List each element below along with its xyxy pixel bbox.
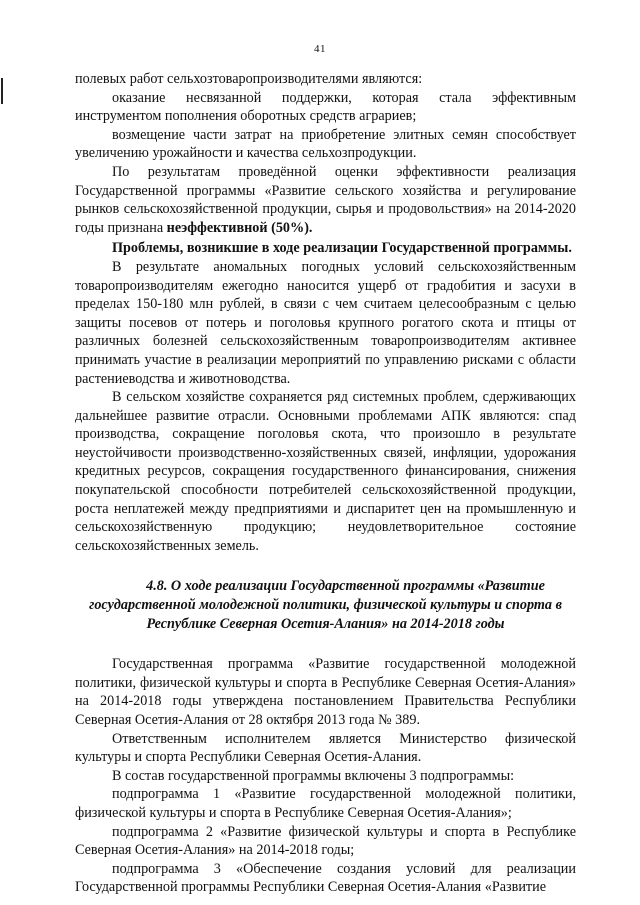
- subprogram-1: подпрограмма 1 «Развитие государственной молодежной политики, физической культуры и спорта в Республике Северная Осетия-Алания»;: [75, 786, 576, 821]
- evaluation-text: По результатам проведённой оценки эффективности реализация Государственной программы «Развитие сельского хозяйства и регулирование рынков сельскохозяйственной продукции, сырья и продовольствия» на 2014-2020 годы признана: [75, 163, 576, 236]
- paragraph-support: оказание несвязанной поддержки, которая стала эффективным инструментом пополнения оборотных средств аграриев;: [75, 89, 576, 125]
- paragraph-responsible: Ответственным исполнителем является Министерство физической культуры и спорта Республики Северная Осетия-Алания.: [75, 730, 576, 766]
- paragraph-subprograms: В состав государственной программы включены 3 подпрограммы:: [112, 767, 515, 784]
- evaluation-result: неэффективной (50%).: [166, 219, 313, 236]
- paragraph-evaluation: [75, 163, 576, 237]
- section-title-text: О ходе реализации Государственной программы «Развитие государственной молодежной политики, физической культуры и спорта в Республике Северная Осетия-Алания» на 2014-2018 годы: [89, 578, 562, 632]
- paragraph-intro: полевых работ сельхозтоваропроизводителями являются:: [75, 71, 423, 87]
- page-number: 41: [314, 43, 326, 55]
- section-number: 4.8.: [146, 578, 168, 595]
- document-body: [75, 70, 576, 897]
- subprogram-2: подпрограмма 2 «Развитие физической культуры и спорта в Республике Северная Осетия-Алания» на 2014-2018 годы;: [75, 823, 576, 859]
- section-title: [75, 577, 576, 633]
- problems-heading: Проблемы, возникшие в ходе реализации Государственной программы.: [112, 240, 572, 257]
- paragraph-systemic-problems: В сельском хозяйстве сохраняется ряд системных проблем, сдерживающих дальнейшее развитие отрасли. Основными проблемами АПК являются: спад производства, сокращение поголовья скота, что произошло в результате неустойчивости производственно-хозяйственных связей, инфляции, удорожания кредитных ресурсов, сокращения государственного финансирования, снижения покупательской способности потребителей сельскохозяйственной продукции, роста неплатежей между предприятиями и диспаритет цен на промышленную и сельскохозяйственную продукцию; неудовлетворительное состояние сельскохозяйственных земель.: [75, 389, 576, 554]
- paragraph-compensation: возмещение части затрат на приобретение элитных семян способствует увеличению урожайности и качества сельхозпродукции.: [75, 126, 576, 162]
- subprogram-3: подпрограмма 3 «Обеспечение создания условий для реализации Государственной программы Республики Северная Осетия-Алания «Развитие: [75, 860, 576, 896]
- paragraph-weather: В результате аномальных погодных условий сельскохозяйственным товаропроизводителям ежегодно наносится ущерб от градобития и засухи в пределах 150-180 млн рублей, в связи с чем считаем целесообразным с целью защиты посевов от потерь и поголовья крупного рогатого скота и птицы от различных болезней сельскохозяйственным товаропроизводителям активнее принимать участие в реализации мероприятий по управлению рисками с области растениеводства и животноводства.: [75, 258, 576, 387]
- margin-mark: [1, 78, 3, 104]
- paragraph-program-approved: Государственная программа «Развитие государственной молодежной политики, физической культуры и спорта в Республике Северная Осетия-Алания» на 2014-2018 годы утверждена постановлением Правительства Республики Северная Осетия-Алания от 28 октября 2013 года № 389.: [75, 656, 576, 728]
